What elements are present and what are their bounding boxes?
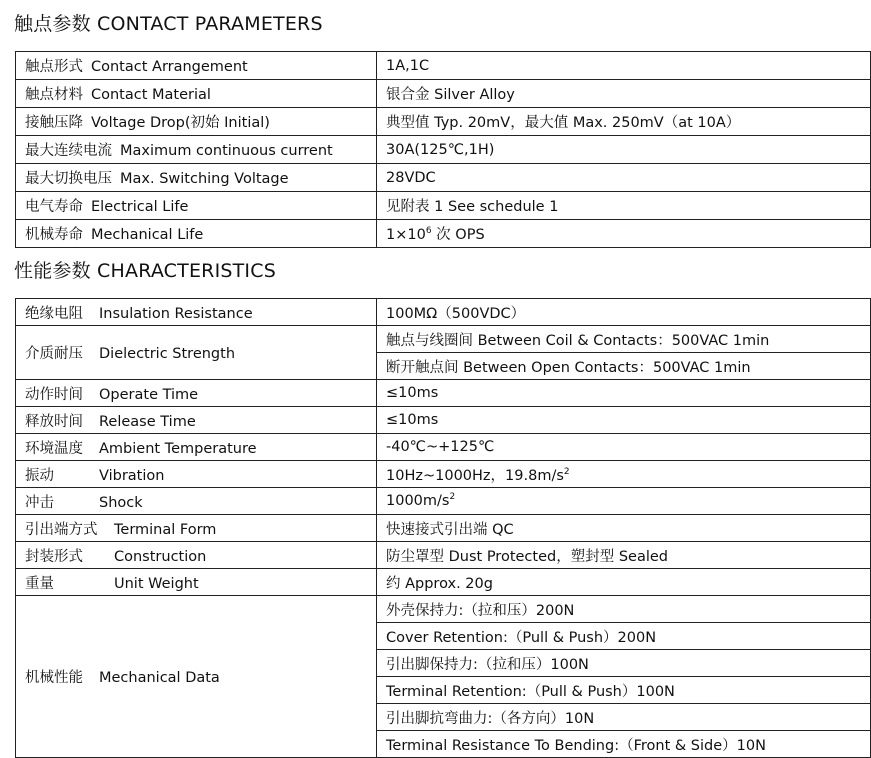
value-exponent: 2 (449, 492, 456, 502)
param-name-en: Terminal Form (114, 521, 217, 538)
param-name-en: Operate Time (99, 386, 199, 403)
table-row (16, 220, 871, 248)
param-name-cell (16, 515, 377, 542)
value-base: 1×10 (386, 227, 426, 243)
param-name-cn: 机械性能 (25, 670, 83, 686)
param-value: Terminal Resistance To Bending:（Front & Side）10N (377, 731, 871, 758)
param-name-cell (16, 542, 377, 569)
contact-parameters-table (15, 51, 871, 248)
param-value: 约 Approx. 20g (377, 569, 871, 596)
param-value: 见附表 1 See schedule 1 (377, 192, 871, 220)
param-name-en: Release Time (99, 413, 196, 430)
param-value: 28VDC (377, 164, 871, 192)
param-name-en: Ambient Temperature (99, 440, 257, 457)
param-name-cn: 电气寿命 (25, 199, 83, 215)
param-name-cn: 最大切换电压 (25, 171, 112, 187)
param-name-cell (16, 596, 377, 758)
param-name-cn: 引出端方式 (25, 521, 98, 538)
param-name-cell (16, 299, 377, 326)
param-name-cell (16, 488, 377, 515)
param-name-cn: 封装形式 (25, 548, 83, 565)
characteristics-table (15, 298, 871, 758)
table-row (16, 136, 871, 164)
characteristics-title: 性能参数 CHARACTERISTICS (14, 260, 276, 282)
param-value: 防尘罩型 Dust Protected，塑封型 Sealed (377, 542, 871, 569)
param-name-en: Voltage Drop(初始 Initial) (91, 115, 270, 131)
table-row (16, 192, 871, 220)
param-name-cn: 振动 (25, 467, 54, 484)
param-name-cell (16, 108, 377, 136)
param-value: 触点与线圈间 Between Coil & Contacts：500VAC 1min (377, 326, 871, 353)
param-value: Terminal Retention:（Pull & Push）100N (377, 677, 871, 704)
param-value: 100MΩ（500VDC） (377, 299, 871, 326)
value-rest: 次 OPS (431, 227, 485, 243)
param-value: 断开触点间 Between Open Contacts：500VAC 1min (377, 353, 871, 380)
param-value: 银合金 Silver Alloy (377, 80, 871, 108)
param-name-cn: 动作时间 (25, 386, 83, 403)
param-value (377, 461, 871, 488)
value-base: 10Hz~1000Hz，19.8m/s (386, 467, 564, 484)
table-row (16, 488, 871, 515)
table-row (16, 164, 871, 192)
param-name-en: Vibration (99, 467, 165, 484)
param-name-en: Insulation Resistance (99, 305, 253, 322)
param-value: 1A,1C (377, 52, 871, 80)
param-name-en: Maximum continuous current (120, 143, 333, 159)
param-name-cn: 机械寿命 (25, 227, 83, 243)
table-row (16, 52, 871, 80)
table-row (16, 542, 871, 569)
param-name-cell (16, 192, 377, 220)
value-exponent: 2 (563, 466, 570, 477)
param-name-en: Max. Switching Voltage (120, 171, 289, 187)
table-row (16, 461, 871, 488)
table-row (16, 108, 871, 136)
param-name-en: Contact Arrangement (91, 59, 248, 75)
param-name-en: Unit Weight (114, 575, 199, 592)
param-value: ≤10ms (377, 407, 871, 434)
param-name-en: Contact Material (91, 87, 211, 103)
value-exponent: 6 (425, 226, 432, 236)
param-name-cn: 绝缘电阻 (25, 305, 83, 322)
param-name-en: Mechanical Life (91, 227, 204, 243)
param-name-cell (16, 220, 377, 248)
param-value: Cover Retention:（Pull & Push）200N (377, 623, 871, 650)
param-value: 快速接式引出端 QC (377, 515, 871, 542)
param-name-cell (16, 164, 377, 192)
param-value: -40℃~+125℃ (377, 434, 871, 461)
param-name-cell (16, 380, 377, 407)
param-name-cell (16, 407, 377, 434)
table-row (16, 407, 871, 434)
param-name-cn: 接触压降 (25, 115, 83, 131)
param-name-cn: 最大连续电流 (25, 143, 112, 159)
param-name-cn: 冲击 (25, 494, 54, 511)
param-name-cn: 释放时间 (25, 413, 83, 430)
param-name-cell (16, 52, 377, 80)
value-base: 1000m/s (386, 493, 450, 509)
param-name-cell (16, 326, 377, 380)
table-row (16, 596, 871, 623)
param-value: 引出脚抗弯曲力:（各方向）10N (377, 704, 871, 731)
param-name-cn: 环境温度 (25, 440, 83, 457)
param-name-en: Dielectric Strength (99, 346, 236, 362)
param-value: 30A(125℃,1H) (377, 136, 871, 164)
param-name-cn: 介质耐压 (25, 346, 83, 362)
param-name-cell (16, 136, 377, 164)
param-name-cn: 触点形式 (25, 59, 83, 75)
param-name-en: Mechanical Data (99, 670, 220, 686)
table-row (16, 515, 871, 542)
table-row (16, 569, 871, 596)
param-name-cell (16, 461, 377, 488)
param-name-cell (16, 569, 377, 596)
param-name-en: Electrical Life (91, 199, 189, 215)
param-value (377, 220, 871, 248)
param-value (377, 488, 871, 515)
param-name-cn: 触点材料 (25, 87, 83, 103)
param-name-cell (16, 80, 377, 108)
param-name-cn: 重量 (25, 575, 54, 592)
param-name-en: Shock (99, 494, 143, 511)
table-row (16, 380, 871, 407)
contact-parameters-title: 触点参数 CONTACT PARAMETERS (14, 13, 323, 35)
param-name-cell (16, 434, 377, 461)
table-row (16, 80, 871, 108)
param-value: ≤10ms (377, 380, 871, 407)
param-name-en: Construction (114, 548, 207, 565)
table-row (16, 326, 871, 353)
param-value: 外壳保持力:（拉和压）200N (377, 596, 871, 623)
table-row (16, 434, 871, 461)
param-value: 典型值 Typ. 20mV，最大值 Max. 250mV（at 10A） (377, 108, 871, 136)
table-row (16, 299, 871, 326)
param-value: 引出脚保持力:（拉和压）100N (377, 650, 871, 677)
